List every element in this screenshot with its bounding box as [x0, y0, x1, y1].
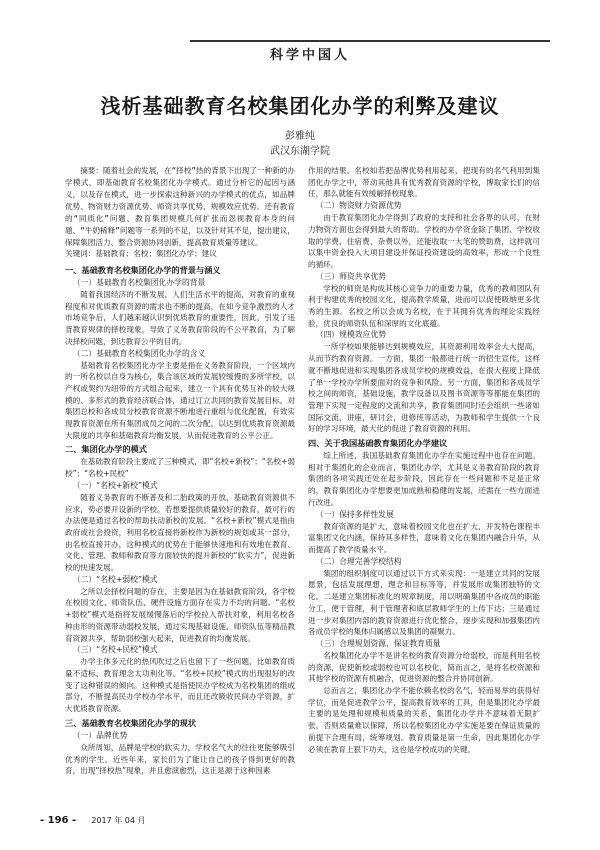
body-paragraph: 之所以会择校问题的存在，主要是因为在基础教育阶段，各学校在校园文化、师资队伍、硬件设施方面存在实力不均的问题。“名校+弱校”模式是指将发展缓慢落后的学校拉入帮扶对象，利用名校各种由形的资源带动弱校发展，通过实现基础设施、师资队伍等精品教育资源共享，帮助弱校强大起来，促进教育的均衡发展。	[65, 586, 295, 643]
subsection-heading: （二）物资财力资源优势	[315, 201, 402, 211]
body-paragraph: 学校的师资是构成其核心竞争力的重要力量，优秀的教师团队有利于构建优秀的校园文化，提高教学质量，进而可以促使吸纳更多优秀的生源。名校之所以会成为名校，在于其拥有优秀的理论实践经验，优良的师资队伍和深厚的文化底蕴。	[308, 283, 540, 328]
body-paragraph: 基础教育名校集团化办学主要是指在义务教育阶段，一个区域内的一所名校以自身为核心，集合该区域的发展较缓慢的多所学校，以产权或契约为纽带的方式组合起来，建立一个具有优势互补的较大规模的、多形式的教育经济联合体，通过订立共同的教育发展目标，对集团总校和各成员分校教育资源不断地进行重组与优化配置，有效实现教育资源在所有集团成员之间的二次分配，以达到优质教育资源最大限度的共享和基础教育均衡发展，从而促进教育的公平公正。	[65, 360, 295, 440]
abstract: 摘要：随着社会的发展，在“择校”热的背景下出现了一种新的办学模式，即基础教育名校集团化办学模式。通过分析它的起因与涵义，以及存在模式，进一步探索这种新兴的办学模式的优点，如品牌优势、物资财力资源优势、师资共享优势、规模效应优势。还有教育的“同质化”问题、教育集团规模几何扩张而忽视教育本身的问题、“牛奶稀释”问题等一系列的不足，以及针对其不足，提出建议，保障集团活力、整合资源协同创新，提高教育质量等建议。	[65, 166, 295, 247]
body-paragraph: 作用的结果。名校如若把品牌优势利用起来，把现有的名气利用到集团化办学之中，带动其他具有优秀教育资源的学校，博取家长们的信任，那么就能有效缓解择校现象。	[308, 166, 540, 199]
subsection-heading: （一）品牌优势	[72, 730, 128, 740]
subsection-heading: （二）“名校+弱校”模式	[72, 574, 158, 584]
subsection-heading: （一）“名校+新校”模式	[72, 480, 158, 490]
body-paragraph: 一所学校如果能够达到规模效应，其资源利用效率会大大提高，从而节约教育资源。一方面，集团一般都进行统一的招生宣传，这样就不断地促进和实现集团各成员学校的规模效益，在很大程度上降低了单一学校办学所要面对的竞争和风险。另一方面，集团和各成员学校之间的师资，基础设施，教学设备以及图书资源等等都能在集团的管理下实现一定程度的交流和共享，教育集团同时还会组织一些诸如国际交流，讲座，研讨会，进修班等活动，为教师和学生提供一个良好的学习环境，最大化的促进了教育资源的利用。	[308, 342, 540, 434]
author-affiliation: 武汉东湖学院	[270, 146, 330, 157]
subsection-heading: （二）基础教育名校集团化办学的含义	[72, 348, 206, 358]
subsection-heading: （三）师资共享优势	[315, 271, 386, 281]
body-paragraph: 众所周知，品牌是学校的软实力，学校名气大的往往更能够吸引优秀的学生。近些年来，家长们为了能让自己的孩子得到更好的教育，出现“择校热”现象，并且愈演愈烈，这正是源于这种因素	[65, 742, 295, 776]
body-paragraph: 综上所述，我国基础教育集团化办学在实施过程中也存在问题。相对于集团化的企业而言，集团化办学，尤其是义务教育阶段的教育集团的各项实践还处在起步阶段，因此存在一些问题和不足是正常的，教育集团化办学想要更加成熟和稳健的发展，还需在一些方面进行改进。	[308, 451, 540, 507]
subsection-heading: （一）保持多样性发展	[315, 509, 394, 519]
subsection-heading: （四）规模效应优势	[315, 330, 386, 340]
section-heading: 三、基础教育名校集团化办学的现状	[65, 717, 197, 728]
body-paragraph: 集团的组织制度可以通过以下方式来实现：一是建立共同的发展愿景，包括发展理想，理念和目标等等，并发展形成集团独特的文化。二是建立集团标准化的规章制度，用以明确集团中各成员的职能分工，便于管理，利于管理者和底层教师学生的上传下达；三是通过进一步对集团内部的教育资源进行优化整合，逐步实现和加强集团内各成员学校的集体归属感以及集团的凝聚力。	[308, 568, 540, 637]
section-heading: 二、集团化办学的模式	[65, 444, 147, 455]
left-column	[65, 262, 295, 797]
subsection-heading: （二）合理完善学校结构	[315, 556, 402, 566]
page-footer	[40, 815, 146, 826]
column-label: 科学中国人	[270, 48, 351, 63]
section-heading: 一、基础教育名校集团化办学的背景与涵义	[65, 265, 221, 275]
page-number: - 196 -	[40, 815, 77, 826]
keywords: 关键词：基础教育；名校；集团化办学；建议	[65, 249, 217, 258]
article-title: 浅析基础教育名校集团化办学的利弊及建议	[100, 94, 500, 118]
section-heading: 四、关于我国基础教育集团化办学建议	[308, 438, 448, 449]
issue-date: 2017 年 04 月	[91, 816, 146, 825]
body-paragraph: 办学主体多元化的热风吹过之后也留下了一些问题，比如教育质量不适标、教育理念太功利化等。“名校+民校”模式的出现很好的改变了这种错误的倾向。这种模式是指使民办学校成为名校集团的组成部分，不断提高民办学校办学水平，而且还改吸收民间办学资源，扩大优质教育资源。	[65, 657, 295, 714]
subsection-heading: （一）基础教育名校集团化办学的背景	[72, 278, 206, 287]
right-column	[308, 165, 540, 790]
body-paragraph: 教育资源的是扩大，意味着校园文化也在扩大，开发特色课程丰富集团文化内涵，保持其多样性，意味着文化在集团内融合升华，从而提高了教学质量水平。	[308, 521, 540, 554]
body-paragraph: 总而言之，集团化办学不能依赖名校的名气，轻而易举的获得好学位，而是促进教学公平，提高教育效率的工具，但是集团化办学最主要的是处理和规模和质量的关系，集团化办学并不意味着无限扩张，否则质量难以保障，所以名校集团化办学实施是要在保证质量的前提下合理有局，统筹规划。教育质量是第一生命，因此集团化办学必须在教育上狠下功夫，这也是学校成功的关键。	[308, 686, 540, 754]
header-rule	[190, 40, 550, 42]
body-paragraph: 在基础教育阶段主要成了三种模式，即“名校+新校”；“名校+弱校”；“名校+民校”	[65, 457, 295, 479]
subsection-heading: （三）“名校+民校”模式	[72, 645, 158, 655]
body-paragraph: 由于教育集团化办学得到了政府的支持和社会各界的认可，在财力物资方面也会得到最大的帮助。学校的办学资金除了集团、学校收取的学费、住宿费、杂费以外，还能收取一大笔的赞助费，这样就可以集中资金投入大项目建设并保证投资建设的高效率，形成一个良性的循环。	[308, 213, 540, 269]
subsection-heading: （三）合理规划资源，保证教育质量	[315, 638, 441, 648]
author-name: 彭雅纯	[285, 131, 315, 142]
body-paragraph: 名校集团化办学不是讲名校的教育资源分给弱校，而是利用名校的资源，促使新校或弱校也可以名校化，简而言之，是将名校资源和其他学校的资源有机融合，促进资源的整合并协同创新。	[308, 650, 540, 684]
body-paragraph: 随着义务教育的不断普及和二胎政策的开放，基础教育资源供不应求，势必要开设新的学校。若想要提供质量较好的教育，最可行的办法便是通过名校的帮助扶动新校的发展。“名校+新校”模式是指由政府或社会投资，利用名校直接将新校作为新校的规划或其一部分，由名校直接开办，这种模式的优势在于能够快速地和有效地在教育、文化、管理、教师和教育等方面较快的提升新校的“软实力”，促进新校的快速发展。	[65, 492, 295, 573]
body-paragraph: 随着我国经济的不断发展，人们生活水平的提高，对教育的重视程度和对优质教育资源的需求也不断的提高，在如今竞争激烈的人才市场竞争后，人们越来越认识到优质教育的重要性，因此，引发了违背教育规律的择校现象，导致了义务教育阶段的不公平教育，为了解决择校问题，到达教育公平的目的。	[65, 290, 295, 346]
